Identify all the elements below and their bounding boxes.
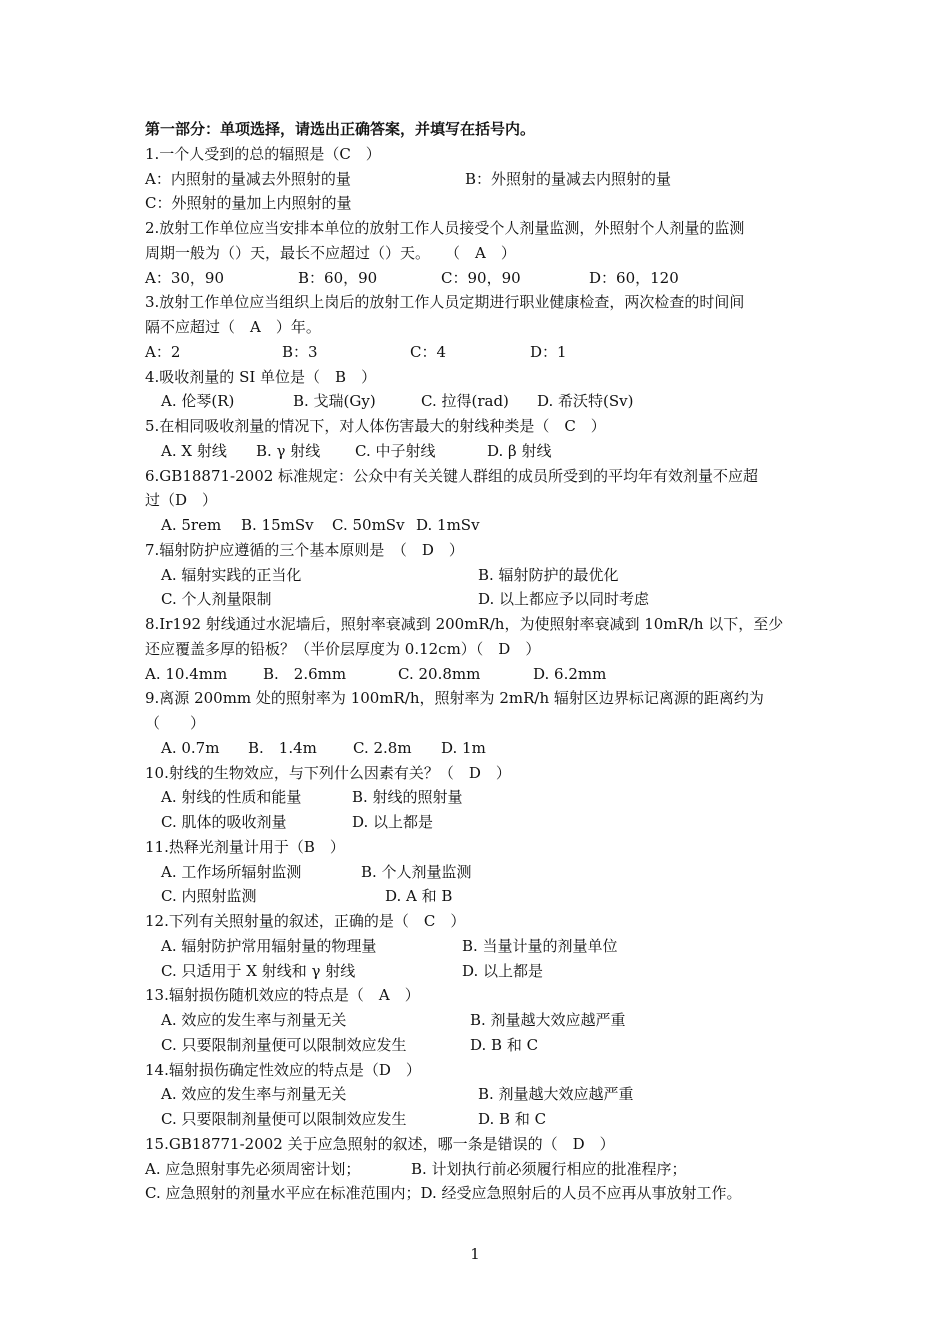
question-12-options-row-1 (145, 934, 810, 959)
option-d: D. B 和 C (470, 1035, 539, 1054)
option-b: B. 1.4m (248, 738, 317, 757)
option-d: D：60，120 (589, 268, 679, 287)
option-a: A：30，90 (145, 268, 225, 287)
question-4-options (145, 389, 810, 414)
option-a: A. 0.7m (161, 738, 220, 757)
question-15-options-row-2 (145, 1181, 810, 1206)
question-14-options-row-2 (145, 1107, 810, 1132)
question-1-options-row-2 (145, 191, 810, 216)
option-b: B. 射线的照射量 (352, 788, 463, 807)
option-a: A. 5rem (161, 516, 222, 534)
question-8-options (145, 662, 810, 687)
option-a: A：2 (145, 342, 181, 361)
question-13-stem: 13.辐射损伤随机效应的特点是（ A ） (145, 986, 420, 1005)
option-c: C. 20.8mm (398, 664, 481, 683)
option-a: A. 伦琴(R) (161, 392, 235, 411)
question-9-stem-line-1: 9.离源 200mm 处的照射率为 100mR/h，照射率为 2mR/h 辐射区边界标记离源的距离约为 (145, 689, 764, 708)
question-15-stem: 15.GB18771-2002 关于应急照射的叙述，哪一条是错误的（ D ） (145, 1134, 615, 1153)
option-c: C. 肌体的吸收剂量 (161, 813, 287, 831)
option-d: D. β 射线 (487, 441, 552, 460)
option-b: B：3 (282, 342, 318, 361)
page-number: 1 (470, 1245, 480, 1263)
option-d: D. B 和 C (478, 1110, 547, 1128)
option-c: C. 拉得(rad) (421, 392, 509, 411)
option-b: B. 戈瑞(Gy) (293, 392, 376, 411)
option-c: C. 50mSv (332, 516, 405, 534)
question-13-options-row-2 (145, 1033, 810, 1058)
question-14-stem: 14.辐射损伤确定性效应的特点是（D ） (145, 1060, 421, 1079)
option-d: D. 6.2mm (533, 664, 607, 683)
question-14-options-row-1 (145, 1082, 810, 1107)
option-c: C：4 (410, 342, 447, 361)
question-6-stem-line-2: 过（D ） (145, 491, 218, 510)
question-1-stem: 1.一个人受到的总的辐照是（C ） (145, 144, 381, 163)
option-b: B. 2.6mm (263, 664, 347, 683)
option-b: B. 个人剂量监测 (361, 862, 472, 881)
question-13-options-row-1 (145, 1008, 810, 1033)
question-2-stem-line-2: 周期一般为（）天，最长不应超过（）天。 （ A ） (145, 243, 516, 262)
option-d: D. A 和 B (385, 887, 453, 906)
option-b: B：60，90 (298, 268, 378, 287)
question-4-stem: 4.吸收剂量的 SI 单位是（ B ） (145, 367, 377, 386)
question-6-options (145, 513, 810, 538)
option-a: A. 辐射实践的正当化 (161, 565, 302, 584)
option-b: B. 当量计量的剂量单位 (462, 936, 618, 955)
option-d: D. 1mSv (416, 516, 480, 534)
option-c: C. 只要限制剂量便可以限制效应发生 (161, 1110, 407, 1128)
question-9-options (145, 736, 810, 761)
option-b: B. γ 射线 (256, 441, 321, 460)
question-8-stem-line-2: 还应覆盖多厚的铅板？（半价层厚度为 0.12cm）（ D ） (145, 639, 541, 658)
option-a: A. 10.4mm (145, 664, 228, 683)
option-b: B. 计划执行前必须履行相应的批准程序； (411, 1159, 687, 1178)
question-9-stem-line-2: （ ） (145, 714, 206, 732)
option-d: D. 1m (441, 738, 486, 757)
option-d: D：1 (530, 342, 567, 361)
option-c: C. 2.8m (353, 738, 412, 757)
option-a: A：内照射的量减去外照射的量 (145, 169, 351, 188)
question-5-options (145, 439, 810, 464)
question-2-stem-line-1: 2.放射工作单位应当安排本单位的放射工作人员接受个人剂量监测，外照射个人剂量的监测 (145, 219, 745, 237)
option-b: B. 剂量越大效应越严重 (478, 1085, 634, 1104)
option-b: B. 辐射防护的最优化 (478, 565, 619, 584)
option-c: C：外照射的量加上内照射的量 (145, 194, 352, 213)
question-11-stem: 11.热释光剂量计用于（B ） (145, 837, 345, 856)
question-11-options-row-1 (145, 860, 810, 885)
question-8-stem-line-1: 8.Ir192 射线通过水泥墙后，照射率衰减到 200mR/h，为使照射率衰减到 10mR/h 以下，至少 (145, 615, 784, 633)
question-11-options-row-2 (145, 884, 810, 909)
question-list (145, 117, 810, 1206)
option-a: A. 工作场所辐射监测 (161, 862, 302, 881)
question-7-stem: 7.辐射防护应遵循的三个基本原则是 （ D ） (145, 540, 464, 559)
option-c: C. 只适用于 X 射线和 γ 射线 (161, 961, 356, 980)
option-c: C. 中子射线 (355, 441, 436, 460)
option-c: C. 只要限制剂量便可以限制效应发生 (161, 1035, 407, 1054)
section-title: 第一部分：单项选择，请选出正确答案，并填写在括号内。 (145, 120, 536, 138)
option-c-and-d: C. 应急照射的剂量水平应在标准范围内；D. 经受应急照射后的人员不应再从事放射工作。 (145, 1184, 742, 1203)
question-15-options-row-1 (145, 1157, 810, 1182)
option-a: A. 射线的性质和能量 (161, 788, 302, 807)
option-d: D. 以上都是 (462, 961, 544, 980)
question-10-options-row-1 (145, 785, 810, 810)
option-b: B. 剂量越大效应越严重 (470, 1011, 626, 1029)
option-d: D. 以上都是 (352, 813, 434, 831)
question-7-options-row-2 (145, 587, 810, 612)
option-a: A. 辐射防护常用辐射量的物理量 (161, 936, 377, 955)
question-7-options-row-1 (145, 563, 810, 588)
question-3-options (145, 340, 810, 365)
question-1-options-row-1 (145, 167, 810, 192)
question-3-stem-line-1: 3.放射工作单位应当组织上岗后的放射工作人员定期进行职业健康检查，两次检查的时间间 (145, 293, 745, 312)
option-a: A. 效应的发生率与剂量无关 (161, 1085, 347, 1104)
question-12-stem: 12.下列有关照射量的叙述，正确的是（ C ） (145, 912, 466, 930)
option-c: C. 个人剂量限制 (161, 590, 272, 609)
option-a: A. 应急照射事先必须周密计划； (145, 1159, 361, 1178)
option-d: D. 希沃特(Sv) (537, 392, 634, 411)
question-2-options (145, 266, 810, 291)
question-12-options-row-2 (145, 959, 810, 984)
option-a: A. 效应的发生率与剂量无关 (161, 1011, 347, 1029)
option-b: B：外照射的量减去内照射的量 (465, 169, 672, 188)
option-a: A. X 射线 (161, 441, 227, 460)
question-3-stem-line-2: 隔不应超过（ A ）年。 (145, 318, 321, 336)
question-5-stem: 5.在相同吸收剂量的情况下，对人体伤害最大的射线种类是（ C ） (145, 417, 606, 435)
option-d: D. 以上都应予以同时考虑 (478, 590, 650, 609)
question-6-stem-line-1: 6.GB18871-2002 标准规定：公众中有关关键人群组的成员所受到的平均年有效剂量不应超 (145, 466, 759, 485)
question-10-stem: 10.射线的生物效应，与下列什么因素有关？（ D ） (145, 763, 511, 782)
option-c: C：90，90 (441, 268, 521, 287)
option-c: C. 内照射监测 (161, 887, 257, 906)
question-10-options-row-2 (145, 810, 810, 835)
option-b: B. 15mSv (241, 516, 314, 534)
